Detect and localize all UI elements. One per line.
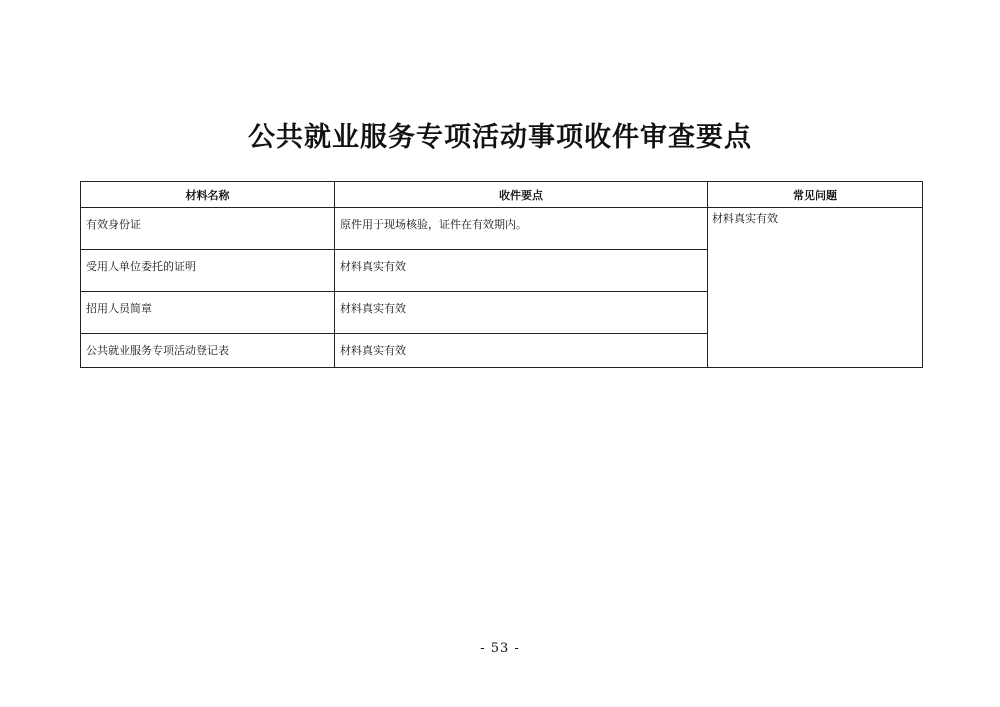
material-name-cell: 公共就业服务专项活动登记表 [81,334,335,368]
review-point-cell: 材料真实有效 [335,292,708,334]
material-name-cell: 招用人员简章 [81,292,335,334]
page-number: - 53 - [480,641,520,656]
review-point-cell: 原件用于现场核验，证件在有效期内。 [335,208,708,250]
review-point-cell: 材料真实有效 [335,250,708,292]
common-issue-cell: 材料真实有效 [708,208,923,368]
page-title: 公共就业服务专项活动事项收件审查要点 [248,122,752,153]
review-table [80,181,923,368]
header-review-points: 收件要点 [335,182,708,208]
header-material-name: 材料名称 [81,182,335,208]
table-row [81,208,923,250]
review-point-cell: 材料真实有效 [335,334,708,368]
material-name-cell: 有效身份证 [81,208,335,250]
table-header-row [81,182,923,208]
material-name-cell: 受用人单位委托的证明 [81,250,335,292]
header-common-issues: 常见问题 [708,182,923,208]
